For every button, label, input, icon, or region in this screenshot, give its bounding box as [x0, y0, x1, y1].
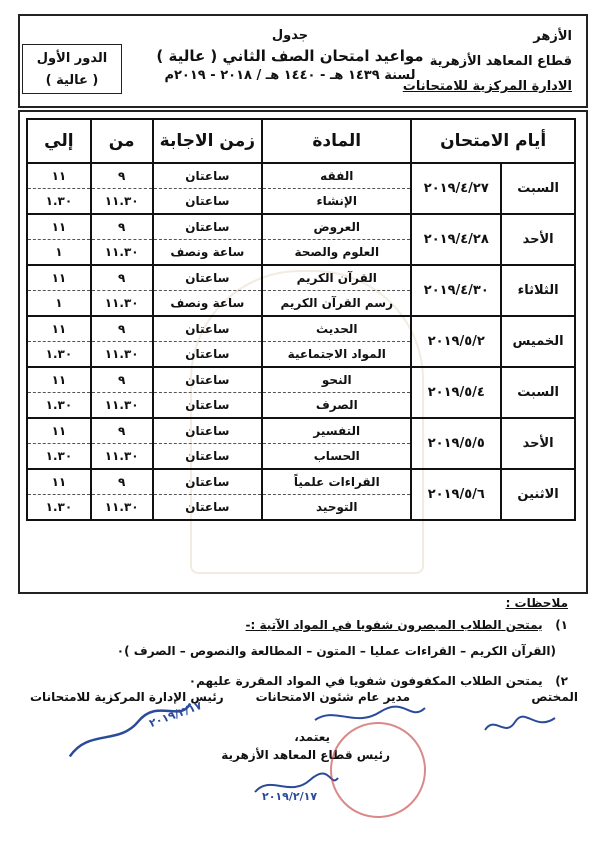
from-cell: ١١.٣٠ — [91, 342, 153, 368]
exam-schedule-table — [26, 118, 576, 521]
subject-cell: النحو — [262, 367, 411, 393]
org-line-2: قطاع المعاهد الأزهرية — [429, 54, 572, 69]
subject-cell: القراءات علمياً — [262, 469, 411, 495]
subject-cell: العروض — [262, 214, 411, 240]
official-stamp — [330, 722, 426, 818]
header-duration: زمن الاجابة — [153, 119, 263, 163]
subject-cell: المواد الاجتماعية — [262, 342, 411, 368]
to-cell: ١١ — [27, 367, 91, 393]
note-2 — [28, 670, 568, 692]
duration-cell: ساعتان — [153, 469, 263, 495]
to-cell: ١١ — [27, 214, 91, 240]
from-cell: ٩ — [91, 265, 153, 291]
date-cell: ٢٠١٩/٥/٥ — [411, 418, 501, 469]
duration-cell: ساعتان — [153, 189, 263, 215]
day-cell: الاثنين — [501, 469, 575, 520]
subject-cell: الصرف — [262, 393, 411, 419]
subject-cell: العلوم والصحة — [262, 240, 411, 266]
to-cell: ١١ — [27, 469, 91, 495]
notes-section — [28, 592, 568, 692]
date-cell: ٢٠١٩/٤/٢٨ — [411, 214, 501, 265]
to-cell: ١.٣٠ — [27, 393, 91, 419]
org-line-1: الأزهر — [533, 29, 572, 44]
table-row — [27, 265, 575, 291]
table-row — [27, 418, 575, 444]
title-line-2: مواعيد امتحان الصف الثاني ( عالية ) — [156, 47, 424, 65]
subject-cell: الحديث — [262, 316, 411, 342]
subject-cell: التفسير — [262, 418, 411, 444]
table-header-row — [27, 119, 575, 163]
notes-title: ملاحظات : — [505, 596, 568, 610]
header-from: من — [91, 119, 153, 163]
subject-cell: الإنشاء — [262, 189, 411, 215]
approve-label: يعتمد، — [294, 730, 330, 744]
duration-cell: ساعتان — [153, 214, 263, 240]
from-cell: ٩ — [91, 316, 153, 342]
to-cell: ١.٣٠ — [27, 444, 91, 470]
from-cell: ١١.٣٠ — [91, 495, 153, 521]
subject-cell: الفقه — [262, 163, 411, 189]
title-line-3: لسنة ١٤٣٩ هـ - ١٤٤٠ هـ / ٢٠١٨ - ٢٠١٩م — [164, 68, 416, 83]
duration-cell: ساعة ونصف — [153, 291, 263, 317]
duration-cell: ساعة ونصف — [153, 240, 263, 266]
duration-cell: ساعتان — [153, 265, 263, 291]
signature-date-left: ٢٠١٩/٢/١٧ — [147, 698, 204, 731]
table-row — [27, 163, 575, 189]
to-cell: ١ — [27, 291, 91, 317]
signature-date-bottom: ٢٠١٩/٢/١٧ — [262, 790, 318, 803]
title-block — [140, 26, 440, 86]
to-cell: ١.٣٠ — [27, 342, 91, 368]
subject-cell: رسم القرآن الكريم — [262, 291, 411, 317]
note-1-number: ١) — [555, 618, 568, 632]
duration-cell: ساعتان — [153, 393, 263, 419]
note-1-list: (القرآن الكريم – القراءات عمليا – المتون – المطالعة والنصوص – الصرف )٠ — [116, 644, 556, 658]
central-head-label: رئيس الإدارة المركزية للامتحانات — [30, 690, 224, 704]
from-cell: ١١.٣٠ — [91, 240, 153, 266]
from-cell: ٩ — [91, 367, 153, 393]
table-row — [27, 469, 575, 495]
from-cell: ١١.٣٠ — [91, 393, 153, 419]
from-cell: ١١.٣٠ — [91, 291, 153, 317]
date-cell: ٢٠١٩/٤/٣٠ — [411, 265, 501, 316]
from-cell: ١١.٣٠ — [91, 444, 153, 470]
duration-cell: ساعتان — [153, 367, 263, 393]
from-cell: ١١.٣٠ — [91, 189, 153, 215]
date-cell: ٢٠١٩/٤/٢٧ — [411, 163, 501, 214]
to-cell: ١.٣٠ — [27, 189, 91, 215]
subject-cell: التوحيد — [262, 495, 411, 521]
day-cell: الأحد — [501, 418, 575, 469]
org-line-3: الادارة المركزية للامتحانات — [402, 79, 572, 94]
duration-cell: ساعتان — [153, 342, 263, 368]
header-subject: المادة — [262, 119, 411, 163]
day-cell: السبت — [501, 163, 575, 214]
to-cell: ١١ — [27, 163, 91, 189]
table-row — [27, 367, 575, 393]
from-cell: ٩ — [91, 214, 153, 240]
sector-head-label: رئيس قطاع المعاهد الأزهرية — [221, 748, 390, 762]
table-row — [27, 316, 575, 342]
date-cell: ٢٠١٩/٥/٤ — [411, 367, 501, 418]
note-1-text: يمتحن الطلاب المبصرون شفويا في المواد الآتية :- — [245, 618, 543, 632]
from-cell: ٩ — [91, 163, 153, 189]
to-cell: ١ — [27, 240, 91, 266]
header-to: إلي — [27, 119, 91, 163]
to-cell: ١١ — [27, 265, 91, 291]
subject-cell: الحساب — [262, 444, 411, 470]
header-days: أيام الامتحان — [411, 119, 575, 163]
duration-cell: ساعتان — [153, 444, 263, 470]
duration-cell: ساعتان — [153, 316, 263, 342]
duration-cell: ساعتان — [153, 495, 263, 521]
to-cell: ١.٣٠ — [27, 495, 91, 521]
title-line-1: جدول — [271, 28, 309, 43]
date-cell: ٢٠١٩/٥/٦ — [411, 469, 501, 520]
note-2-text: يمتحن الطلاب المكفوفون شفويا في المواد المقررة عليهم٠ — [188, 674, 543, 688]
round-line-2: ( عالية ) — [45, 73, 99, 88]
duration-cell: ساعتان — [153, 163, 263, 189]
round-line-1: الدور الأول — [36, 51, 108, 66]
table-row — [27, 214, 575, 240]
signature-specialist — [480, 710, 560, 740]
note-2-number: ٢) — [555, 674, 568, 688]
to-cell: ١١ — [27, 418, 91, 444]
specialist-label: المختص — [531, 690, 578, 704]
day-cell: السبت — [501, 367, 575, 418]
day-cell: الأحد — [501, 214, 575, 265]
note-1 — [28, 614, 568, 636]
round-box — [22, 44, 122, 94]
from-cell: ٩ — [91, 469, 153, 495]
director-label: مدير عام شئون الامتحانات — [255, 690, 410, 704]
from-cell: ٩ — [91, 418, 153, 444]
day-cell: الثلاثاء — [501, 265, 575, 316]
day-cell: الخميس — [501, 316, 575, 367]
to-cell: ١١ — [27, 316, 91, 342]
date-cell: ٢٠١٩/٥/٢ — [411, 316, 501, 367]
duration-cell: ساعتان — [153, 418, 263, 444]
subject-cell: القرآن الكريم — [262, 265, 411, 291]
table-body — [27, 163, 575, 520]
